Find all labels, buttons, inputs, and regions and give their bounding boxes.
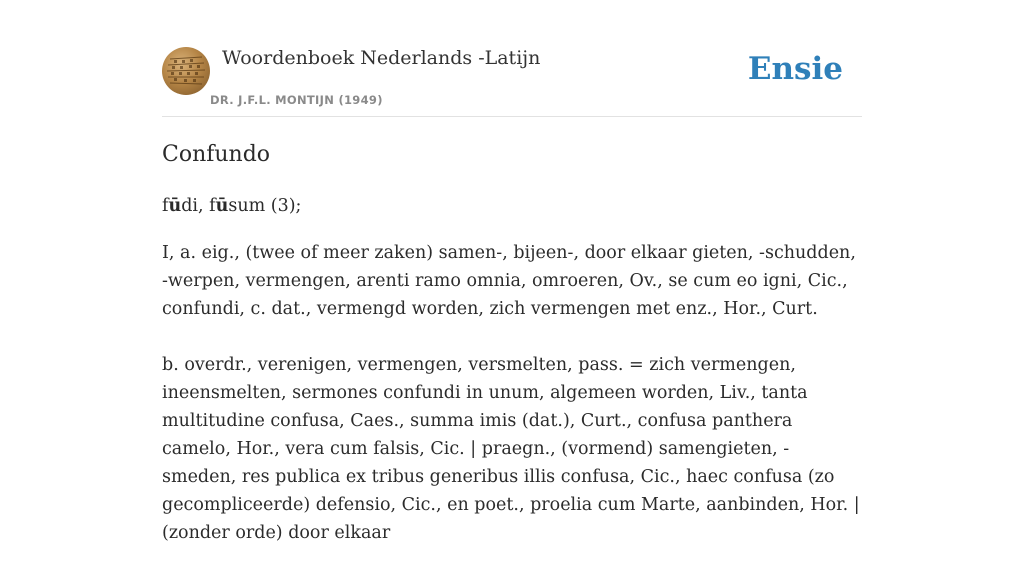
entry-body: [162, 239, 862, 575]
page: [162, 0, 862, 543]
forms-part: sum (3);: [228, 196, 302, 216]
entry-forms: [162, 194, 301, 218]
long-vowel: ū: [215, 196, 229, 216]
header: [162, 0, 862, 117]
book-title[interactable]: Woordenboek Nederlands -Latijn: [222, 47, 541, 69]
forms-part: di, f: [181, 196, 216, 216]
definition-paragraph: I, a. eig., (twee of meer zaken) samen-, bijeen-, door elkaar gieten, -schudden, -werpen, vermengen, arenti ramo omnia, omroeren, Ov., se cum eo igni, Cic., confundi, c. dat., vermengd worden, zich vermengen met enz., Hor., Curt.: [162, 243, 856, 319]
book-author: DR. J.F.L. MONTIJN (1949): [210, 93, 383, 107]
coin-inscription-icon[interactable]: [162, 47, 210, 95]
entry-title: Confundo: [162, 142, 271, 167]
brand-logo[interactable]: Ensie: [747, 51, 843, 87]
forms-part: f: [162, 196, 169, 216]
long-vowel: ū: [168, 196, 182, 216]
definition-paragraph: b. overdr., verenigen, vermengen, versmelten, pass. = zich vermengen, ineensmelten, sermones confundi in unum, algemeen worden, Liv., tanta multitudine confusa, Caes., summa imis (dat.), Curt., confusa panthera camelo, Hor., vera cum falsis, Cic. | praegn., (vormend) samengieten, -smeden, res publica ex tribus generibus illis confusa, Cic., haec confusa (zo gecompliceerde) defensio, Cic., en poet., proelia cum Marte, aanbinden, Hor. | (zonder orde) door elkaar: [162, 355, 860, 543]
